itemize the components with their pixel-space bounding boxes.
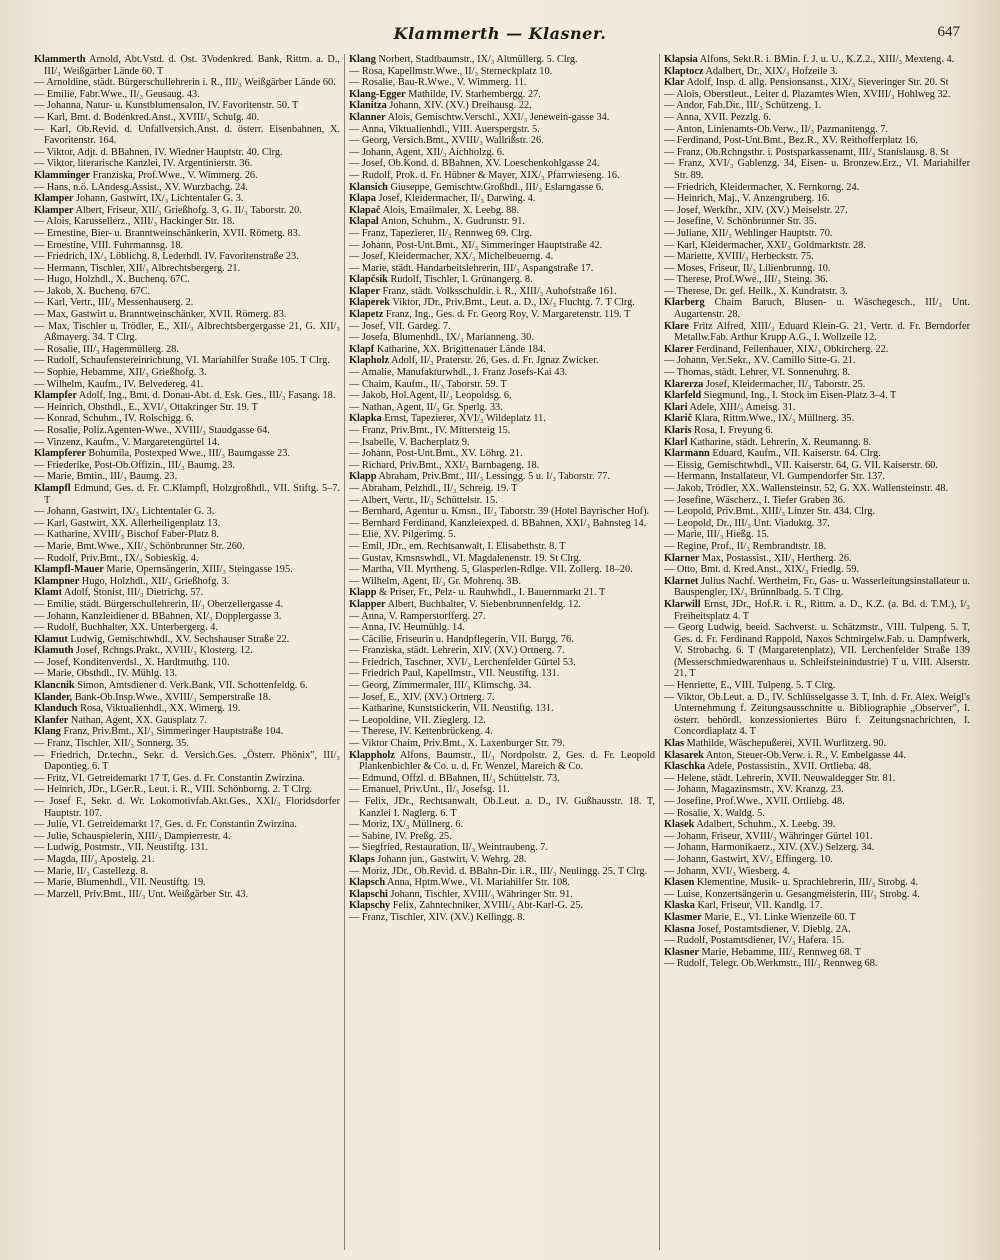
directory-entry: Klapčsik Rudolf, Tischler, I. Grünangerg. 8.	[349, 274, 533, 286]
directory-entry: — Edmund, Offzl. d. BBahnen, II/₃ Schüttelstr. 73.	[349, 772, 560, 784]
entry-surname: Klapper	[349, 598, 386, 610]
directory-entry: — Andor, Fab.Dir., III/₃ Schützeng. 1.	[664, 100, 822, 112]
directory-entry: Klapetz Franz, Ing., Ges. d. Fr. Georg Roy, V. Margaretenstr. 119. T	[349, 309, 631, 321]
directory-entry: — Marie, städt. Handarbeitslehrerin, III/₃ Aspangstraße 17.	[349, 262, 594, 274]
directory-entry: Klang-Egger Mathilde, IV. Starhembergg. 27.	[349, 88, 541, 100]
entry-surname: Klasarek	[664, 749, 704, 761]
directory-entry: — Johann, Kanzleidiener d. BBahnen, XI/₃ Dopplergasse 3.	[34, 610, 282, 622]
directory-entry: — Viktor, Adjt. d. BBahnen, IV. Wiedner Hauptstr. 40. Clrg.	[34, 146, 283, 158]
column-right	[660, 54, 974, 1250]
directory-entry: — Emil, JDr., em. Rechtsanwalt, I. Elisabethstr. 8. T	[349, 540, 566, 552]
directory-entry: Klaps Johann jun., Gastwirt, V. Wehrg. 28.	[349, 853, 527, 865]
directory-entry: Klamper Johann, Gastwirt, IX/₃ Lichtentaler G. 3.	[34, 193, 244, 205]
directory-entry: — Albert, Vertr., II/₃ Schüttelstr. 15.	[349, 494, 498, 506]
directory-entry: — Arnoldine, städt. Bürgerschullehrerin i. R., III/₃ Weißgärber Lände 60.	[34, 77, 336, 89]
entry-surname: Klamper	[34, 193, 74, 205]
directory-entry: — Therese, IV. Kettenbrückeng. 4.	[349, 726, 493, 738]
directory-entry: Klanfer Nathan, Agent, XX. Gausplatz 7.	[34, 714, 208, 726]
directory-entry: — Anna, IV. Heumühlg. 14.	[349, 622, 465, 634]
entry-surname: Klasmer	[664, 911, 702, 923]
directory-entry: — Magda, III/₃ Apostelg. 21.	[34, 853, 155, 865]
directory-entry: — Friedrich, IX/₃ Löblichg. 8, Lederhdl. IV. Favoritenstraße 23.	[34, 251, 299, 263]
directory-entry: Klaperek Viktor, JDr., Priv.Bmt., Leut. a. D., IX/₃ Fluchtg. 7. T Clrg.	[349, 297, 635, 309]
directory-entry: Klapač Alois, Emailmaler, X. Leebg. 88.	[349, 204, 520, 216]
directory-entry: — Isabelle, V. Bacherplatz 9.	[349, 436, 470, 448]
directory-entry: — Max, Gastwirt u. Branntweinschänker, XVII. Römerg. 83.	[34, 309, 287, 321]
directory-entry: — Johann, XVI/₃ Wiesberg. 4.	[664, 865, 791, 877]
directory-entry: — Katharine, XVIII/₃ Bischof Faber-Platz 8.	[34, 529, 219, 541]
entry-surname: Klang	[349, 54, 376, 65]
directory-entry: — Georg, Versich.Bmt., XVIII/₃ Wallrißstr. 26.	[349, 135, 544, 147]
directory-entry: Klamt Adolf, Stonist, III/₃ Dietrichg. 57.	[34, 587, 204, 599]
directory-entry: — Therese, Prof.Wwe., III/₃ Steing. 36.	[664, 274, 828, 286]
entry-surname: Klanitza	[349, 100, 387, 112]
directory-entry: — Josef F., Sekr. d. Wr. Lokomotivfab.Akt.Ges., XXI/₃ Floridsdorfer Hauptstr. 107.	[34, 796, 340, 819]
directory-entry: — Marie, Bmtin., III/₃ Baumg. 23.	[34, 471, 178, 483]
directory-entry: — Josefine, V. Schönbrunner Str. 35.	[664, 216, 817, 228]
entry-surname: Klanner	[349, 111, 386, 123]
directory-entry: Klampfl Edmund, Ges. d. Fr. C.Klampfl, Holzgroßhdl., VII. Stiftg. 5–7. T	[34, 482, 340, 506]
directory-entry: — Johann, Agent, XII/₃ Aichholzg. 6.	[349, 146, 505, 158]
directory-entry: — Rosa, Kapellmstr.Wwe., II/₃ Sterneckplatz 10.	[349, 65, 553, 77]
directory-entry: Klasarek Anton, Steuer-Ob.Verw. i. R., V. Embelgasse 44.	[664, 749, 906, 761]
entry-surname: Klarer	[664, 343, 694, 355]
directory-entry: Klanner Alois, Gemischtw.Verschl., XXI/₃ Jenewein-gasse 34.	[349, 111, 610, 123]
directory-entry: Klamminger Franziska, Prof.Wwe., V. Wimmerg. 26.	[34, 169, 258, 181]
entry-surname: Klapač	[349, 204, 381, 216]
directory-entry: — Viktor, Ob.Leut. a. D., IV. Schlüsselgasse 3. T, Inh. d. Fr. Alex. Weigl's Unternehmung f. Zeitungsausschnitte u. Bibliographie „Observer", I. österr. behördl. konzessioniertes Büro f. Zeitungsnachrichten, I. Concordiaplatz 4. T	[664, 691, 970, 738]
entry-surname: Klari	[664, 401, 688, 413]
directory-entry: Klang Norbert, Stadtbaumstr., IX/₃ Altmüllerg. 5. Clrg.	[349, 54, 578, 65]
directory-entry: — Marzell, Priv.Bmt., III/₃ Unt. Weißgärber Str. 43.	[34, 888, 249, 900]
directory-entry: — Alois, Karussellerz., XIII/₃ Hackinger Str. 18.	[34, 216, 235, 228]
directory-entry: Klare Fritz Alfred, XIII/₃ Eduard Klein-G. 21, Vertr. d. Fr. Berndorfer Metallw.Fab. Arthur Krupp A.G., I. Wollzeile 12.	[664, 320, 970, 344]
entry-surname: Klapčsik	[349, 274, 388, 286]
directory-entry: Klarwill Ernst, JDr., Hof.R. i. R., Rittm. a. D., K.Z. (a. Bd. d. T.M.), I/₃ Freiheitsplatz 4. T	[664, 598, 970, 622]
column-left	[30, 54, 345, 1250]
directory-entry: Klapka Ernst, Tapezierer, XVI/₃ Wildeplatz 11.	[349, 413, 546, 425]
directory-entry: Klamper Albert, Friseur, XII/₃ Grießhofg. 3, G. II/₃ Taborstr. 20.	[34, 204, 302, 216]
directory-entry: — Franz, Tapezierer, II/₃ Rennweg 69. Clrg.	[349, 227, 532, 239]
page-header	[0, 22, 1000, 48]
entry-surname: Klampferer	[34, 448, 86, 460]
directory-entry: Klarerza Josef, Kleidermacher, II/₃ Taborstr. 25.	[664, 378, 866, 390]
directory-entry: — Anna, XVII. Pezzlg. 6.	[664, 111, 771, 123]
directory-entry: Klar Adolf, Insp. d. allg. Pensionsanst., XIX/₃ Sieveringer Str. 20. St	[664, 77, 949, 89]
directory-entry: — Rudolf, Telegr. Ob.Werkmstr., III/₃ Rennweg 68.	[664, 958, 878, 970]
directory-entry: — Franz, Priv.Bmt., IV. Mittersteig 15.	[349, 425, 511, 436]
directory-entry: — Rudolf, Postamtsdiener, IV/₃ Hafera. 15.	[664, 935, 845, 947]
directory-entry: — Max, Tischler u. Trödler, E., XII/₃ Albrechtsbergergasse 21, G. XII/₃ Aßmayerg. 34. T Clrg.	[34, 320, 340, 344]
directory-entry: Klapp & Priser, Fr., Pelz- u. Rauhwhdl., I. Bauernmarkt 21. T	[349, 587, 606, 599]
directory-entry: — Richard, Priv.Bmt., XXI/₃ Barnbageng. 18.	[349, 459, 540, 471]
directory-entry: — Martha, VII. Myrtheng. 5, Glasperlen-Rdlge. VII. Zollerg. 18–20.	[349, 564, 633, 576]
directory-entry: — Emanuel, Priv.Unt., II/₃ Josefsg. 11.	[349, 784, 510, 796]
directory-entry: Klampner Hugo, Holzhdl., XII/₃ Grießhofg. 3.	[34, 575, 230, 587]
directory-entry: — Elie, XV. Pilgerimg. 5.	[349, 529, 456, 541]
entry-surname: Klas	[664, 738, 685, 750]
directory-entry: — Johann, Ver.Sekr., XV. Camillo Sitte-G. 21.	[664, 355, 856, 367]
directory-entry: — Georg, Zimmermaler, III/₃ Klimschg. 34.	[349, 680, 532, 692]
directory-entry: — Josef, VII. Gardeg. 7.	[349, 320, 451, 332]
directory-entry: Klapa Josef, Kleidermacher, II/₃ Darwing. 4.	[349, 193, 536, 205]
entry-surname: Klang	[34, 726, 61, 738]
directory-entry: — Karl, Vertr., III/₃ Messenhauserg. 2.	[34, 297, 194, 309]
directory-entry: — Sabine, IV. Preßg. 25.	[349, 830, 452, 842]
directory-entry: Klapal Anton, Schuhm., X. Gudrunstr. 91.	[349, 216, 525, 228]
directory-entry: — Heinrich, JDr., LGer.R., Leut. i. R., VIII. Schönborng. 2. T Clrg.	[34, 784, 313, 796]
column-middle	[345, 54, 660, 1250]
directory-entry: — Juliane, XII/₃ Wehlinger Hauptstr. 70.	[664, 227, 833, 239]
directory-entry: — Josef, Ob.Kond. d. BBahnen, XV. Loeschenkohlgasse 24.	[349, 158, 600, 170]
directory-entry: Klapper Albert, Buchhalter, V. Siebenbrunnenfeldg. 12.	[349, 598, 582, 610]
directory-entry: — Rosalie, III/₃ Hagenmüllerg. 28.	[34, 343, 179, 355]
directory-entry: — Rudolf, Buchhalter, XX. Unterbergerg. 4.	[34, 622, 218, 634]
entry-surname: Klasen	[664, 877, 695, 889]
entry-surname: Klarič	[664, 413, 693, 425]
directory-entry: — Karl, Ob.Revid. d. Unfallversich.Anst. d. österr. Eisenbahnen, X. Favoritenstr. 164.	[34, 123, 340, 147]
directory-entry: — Julie, Schauspielerin, XIII/₃ Dampierrestr. 4.	[34, 830, 231, 842]
directory-entry: — Marie, Blumenhdl., VII. Neustiftg. 19.	[34, 877, 206, 889]
directory-entry: — Ferdinand, Post-Unt.Bmt., Bez.R., XV. Reithofferplatz 16.	[664, 135, 918, 147]
directory-entry: Klancnik Simon, Amtsdiener d. Verk.Bank, VII. Schottenfeldg. 6.	[34, 680, 308, 692]
directory-entry: — Julie, VI. Getreidemarkt 17, Ges. d. Fr. Constantin Zwirzina.	[34, 819, 297, 831]
entry-surname: Klapschy	[349, 900, 391, 912]
directory-entry: — Konrad, Schuhm., IV. Rolschigg. 6.	[34, 413, 194, 425]
directory-entry: — Johann, Friseur, XVIII/₃ Währinger Gürtel 101.	[664, 830, 873, 842]
entry-surname: Klamt	[34, 587, 63, 599]
directory-entry: Klapholz Adolf, II/₃ Praterstr. 26, Ges. d. Fr. Jgnaz Zwicker.	[349, 355, 599, 367]
directory-entry: Klarnet Julius Nachf. Wertheim, Fr., Gas- u. Wasserleitungsinstallateur u. Bauspengler, IX/₃ Brünnlbadg. 5. T Clrg.	[664, 575, 970, 599]
entry-surname: Klapp	[349, 471, 377, 483]
directory-entry: — Franz, Ob.Rchngsthr. i. Postsparkassenamt, III/₃ Stanislausg. 8. St	[664, 146, 949, 158]
directory-entry: — Rosalie, Poliz.Agenten-Wwe., XVIII/₃ Staudgasse 64.	[34, 425, 270, 436]
directory-entry: — Eissig, Gemischtwhdl., VII. Kaiserstr. 64, G. VII. Kaiserstr. 60.	[664, 459, 938, 471]
directory-entry: Klaris Rosa, I. Freyung 6.	[664, 425, 773, 436]
directory-entry: — Nathan, Agent, II/₃ Gr. Sperlg. 33.	[349, 401, 503, 413]
entry-surname: Klarfeld	[664, 390, 702, 402]
directory-entry: — Leopold, Dr., III/₃ Unt. Viaduktg. 37.	[664, 517, 830, 529]
directory-entry: — Anna, V. Ramperstorfferg. 27.	[349, 610, 486, 622]
directory-entry: — Johann, Post-Unt.Bmt., XI/₃ Simmeringer Hauptstraße 42.	[349, 239, 603, 251]
entry-surname: Klasek	[664, 819, 695, 831]
entry-surname: Klander,	[34, 691, 73, 703]
directory-entry: — Hugo, Holzhdl., X. Buchenq. 67C.	[34, 274, 190, 286]
directory-entry: Klapschi Johann, Tischler, XVIII/₃ Währinger Str. 91.	[349, 888, 573, 900]
entry-surname: Klasna	[664, 923, 695, 935]
directory-entry: — Wilhelm, Agent, II/₃ Gr. Mohrenq. 3B.	[349, 575, 522, 587]
directory-entry: — Franziska, städt. Lehrerin, XIV. (XV.) Ortnerg. 7.	[349, 645, 565, 657]
directory-entry: Klasner Marie, Hebamme, III/₃ Rennweg 68. T	[664, 946, 862, 958]
entry-surname: Klancnik	[34, 680, 75, 692]
directory-entry: — Heinrich, Maj., V. Anzengruberg. 16.	[664, 193, 830, 205]
directory-entry: — Friedrich, Kleidermacher, X. Fernkorng. 24.	[664, 181, 860, 193]
directory-entry: — Josefine, Wäscherz., I. Tiefer Graben 36.	[664, 494, 846, 506]
directory-entry: Klapp Abraham, Priv.Bmt., III/₃ Lessingg. 5 u. I/₃ Taborstr. 77.	[349, 471, 611, 483]
directory-entry: — Karl, Bmt. d. Bodenkred.Anst., XVIII/₃ Schulg. 40.	[34, 111, 260, 123]
directory-entry: Klander, Bank-Ob.Insp.Wwe., XVIII/₃ Semperstraße 18.	[34, 691, 271, 703]
directory-entry: — Rudolf, Priv.Bmt., IX/₃ Sobieskig. 4.	[34, 552, 199, 564]
directory-entry: — Josef, Konditenverdsl., X. Hardtmuthg. 110.	[34, 656, 230, 668]
directory-entry: — Rudolf, Prok. d. Fr. Hübner & Mayer, XIX/₃ Pfarrwieseng. 16.	[349, 169, 620, 181]
directory-entry: — Hermann, Tischler, XII/₃ Albrechtsbergerg. 21.	[34, 262, 241, 274]
directory-entry: — Friedrich Paul, Kapellmstr., VII. Neustiftg. 131.	[349, 668, 560, 680]
entry-surname: Klaptocz	[664, 65, 704, 77]
entry-surname: Klapp	[349, 587, 377, 599]
directory-entry: — Bernhard Ferdinand, Kanzleiexped. d. BBahnen, XXI/₃ Bahnsteg 14.	[349, 517, 647, 529]
directory-entry: — Karl, Gastwirt, XX. Allerheiligenplatz 13.	[34, 517, 221, 529]
directory-entry: Klarner Max, Postassist., XII/₃ Hertherg. 26.	[664, 552, 852, 564]
directory-entry: Klasen Klementine, Musik- u. Sprachlehrerin, III/₃ Strobg. 4.	[664, 877, 919, 889]
directory-entry: — Felix, JDr., Rechtsanwalt, Ob.Leut. a. D., IV. Gußhausstr. 18. T, Kanzlei I. Naglerg. 6. T	[349, 796, 655, 819]
directory-entry: — Jakob, Trödler, XX. Wallensteinstr. 52, G. XX. Wallensteinstr. 48.	[664, 482, 949, 494]
directory-entry: Klaska Karl, Friseur, VII. Kandlg. 17.	[664, 900, 823, 912]
entry-surname: Klaper	[349, 285, 380, 297]
entry-surname: Klarnet	[664, 575, 699, 587]
directory-entry: — Chaim, Kaufm., II/₃ Taborstr. 59. T	[349, 378, 507, 390]
directory-entry: — Cäcilie, Friseurin u. Handpflegerin, VII. Burgg. 76.	[349, 633, 574, 645]
directory-entry: Klanduch Rosa, Viktualienhdl., XX. Wimerg. 19.	[34, 703, 241, 715]
directory-entry: — Amalie, Manufakturwhdl., I. Franz Josefs-Kai 43.	[349, 367, 568, 379]
directory-entry: — Abraham, Pelzhdl., II/₃ Schreig. 19. T	[349, 482, 518, 494]
directory-entry: Klampfer Adolf, Ing., Bmt. d. Donau-Abt. d. Esk. Ges., III/₃ Fasang. 18.	[34, 390, 336, 402]
directory-entry: — Jakob, X. Buchenq. 67C.	[34, 285, 151, 297]
directory-entry: — Ernestine, Bier- u. Branntweinschänkerin, XVII. Römerg. 83.	[34, 227, 301, 239]
directory-entry: — Josef, Kleidermacher, XX/₃ Michelbeuerng. 4.	[349, 251, 554, 263]
directory-entry: — Viktor Chaim, Priv.Bmt., X. Laxenburger Str. 79.	[349, 738, 565, 750]
directory-entry: — Johann, Post-Unt.Bmt., XV. Löhrg. 21.	[349, 448, 523, 460]
entry-surname: Klapf	[349, 343, 375, 355]
directory-entry: — Gustav, Kmsnswhdl., VI. Magdalenenstr. 19. St Clrg.	[349, 552, 582, 564]
entry-surname: Klampfl-Mauer	[34, 564, 104, 576]
entry-surname: Klampfer	[34, 390, 77, 402]
directory-entry: — Franz, XVI/₃ Gablenzg. 34, Eisen- u. Bronzew.Erz., VI. Mariahilfer Str. 89.	[664, 158, 970, 181]
entry-surname: Klapa	[349, 193, 376, 205]
directory-entry: — Thomas, städt. Lehrer, VI. Sonnenuhrg. 8.	[664, 367, 851, 379]
directory-entry: — Hans, n.ö. LAndesg.Assist., XV. Wurzbachg. 24.	[34, 181, 248, 193]
directory-entry: Klampferer Bohumila, Postexped Wwe., III/₃ Baumgasse 23.	[34, 448, 291, 460]
entry-surname: Klamut	[34, 633, 68, 645]
directory-entry: — Ludwig, Postmstr., VII. Neustiftg. 131.	[34, 842, 209, 854]
directory-entry: — Johann, Gastwirt, IX/₃ Lichtentaler G. 3.	[34, 506, 215, 518]
directory-entry: — Friedrich, Dr.techn., Sekr. d. Versich.Ges. „Österr. Phönix", III/₃ Dapontieg. 6. T	[34, 749, 340, 773]
directory-entry: — Josef, Werkfhr., XIV. (XV.) Meiselstr. 27.	[664, 204, 848, 216]
directory-entry: — Otto, Bmt. d. Kred.Anst., XIX/₃ Friedlg. 59.	[664, 564, 859, 576]
directory-entry: — Franz, Tischler, XII/₃ Sonnerg. 35.	[34, 738, 189, 750]
entry-surname: Klanfer	[34, 714, 69, 726]
page-number: 647	[937, 24, 960, 40]
entry-surname: Klapsch	[349, 877, 386, 889]
entry-surname: Klaperek	[349, 297, 390, 309]
directory-entry: — Ernestine, VIII. Fuhrmannsg. 18.	[34, 239, 184, 251]
directory-entry: — Hermann, Installateur, VI. Gumpendorfer Str. 137.	[664, 471, 886, 483]
entry-surname: Klapsia	[664, 54, 698, 65]
directory-entry: Klasek Adalbert, Schuhm., X. Leebg. 39.	[664, 819, 836, 831]
directory-entry: — Henriette, E., VIII. Tulpeng. 5. T Clrg.	[664, 680, 836, 692]
directory-entry: Klarl Katharine, städt. Lehrerin, X. Reumanng. 8.	[664, 436, 872, 448]
entry-surname: Klapal	[349, 216, 379, 228]
directory-entry: — Georg Ludwig, beeid. Sachverst. u. Schätzmstr., VIII. Tulpeng. 5. T, Ges. d. Fr. Ferdinand Rappold, Naxos Schmirgelw.Fab. u. Dampfwerk, V. Strobachg. 6. T (Margaretenplatz), VII. Lerchenfelder Straße 139 (Messerschmiedwarenhaus u. Schleifsteinindustrie) T u. VIII. Alserstr. 21. T	[664, 622, 970, 680]
directory-entry: — Rosalie, Bau-R.Wwe., V. Wimmerg. 11.	[349, 77, 527, 89]
entry-surname: Klapka	[349, 413, 382, 425]
directory-entry: — Leopoldine, VII. Zieglerg. 12.	[349, 714, 486, 726]
entry-surname: Klamper	[34, 204, 74, 216]
directory-entry: — Moriz, IX/₃ Müllnerg. 6.	[349, 819, 464, 831]
entry-surname: Klarberg	[664, 297, 705, 309]
directory-entry: — Rudolf, Schaufenstereinrichtung, VI. Mariahilfer Straße 105. T Clrg.	[34, 355, 330, 367]
directory-entry: — Emilie, Fabr.Wwe., II/₃ Geusaug. 43.	[34, 88, 200, 100]
directory-entry: — Rosalie, X. Waldg. 5.	[664, 807, 765, 819]
directory-entry: — Marie, Bmt.Wwe., XII/₃ Schönbrunner Str. 260.	[34, 540, 245, 552]
entry-surname: Klar	[664, 77, 685, 89]
directory-entry: — Fritz, VI. Getreidemarkt 17 T, Ges. d. Fr. Constantin Zwirzina.	[34, 772, 305, 784]
directory-entry: — Moriz, JDr., Ob.Revid. d. BBahn-Dir. i.R., III/₃ Neulingg. 25. T Clrg.	[349, 865, 648, 877]
directory-entry: — Marie, III/₃ Hießg. 15.	[664, 529, 770, 541]
directory-entry: — Johann, Magazinsmstr., XV. Kranzg. 23.	[664, 784, 844, 796]
directory-entry: — Luise, Konzertsängerin u. Gesangmeisterin, III/₃ Strobg. 4.	[664, 888, 920, 900]
entry-surname: Klampner	[34, 575, 80, 587]
directory-entry: Klapf Katharine, XX. Brigittenauer Lände 184.	[349, 343, 546, 355]
directory-entry: Klappholz Alfons, Baumstr., II/₃ Nordpolstr. 2, Ges. d. Fr. Leopold Plankenbichler & Co. u. d. Fr. Wenzel, Mareich & Co.	[349, 749, 655, 773]
directory-entry: Klaper Franz, städt. Volksschuldir. i. R., XIII/₃ Auhofstraße 161.	[349, 285, 617, 297]
directory-entry: — Alois, Oberstleut., Leiter d. Plazamtes Wien, XVIII/₃ Hohlweg 32.	[664, 88, 951, 100]
entry-surname: Klasner	[664, 946, 699, 958]
entry-surname: Klarerza	[664, 378, 704, 390]
directory-entry: Klapsia Alfons, Sekt.R. i. BMin. f. J. u. U., K.Z.2., XIII/₃ Mexteng. 4.	[664, 54, 955, 65]
entry-surname: Klapholz	[349, 355, 390, 367]
directory-entry: Klang Franz, Priv.Bmt., XI/₃ Simmeringer Hauptstraße 104.	[34, 726, 284, 738]
entry-surname: Klarner	[664, 552, 700, 564]
directory-entry: — Friedrich, Taschner, XVI/₃ Lerchenfelder Gürtel 53.	[349, 656, 576, 668]
directory-entry: Klamut Ludwig, Gemischtwhdl., XV. Sechshauser Straße 22.	[34, 633, 290, 645]
directory-entry: — Franz, Tischler, XIV. (XV.) Kellingg. 8.	[349, 911, 525, 923]
directory-entry: — Sophie, Hebamme, XII/₃ Grießhofg. 3.	[34, 367, 207, 379]
directory-entry: — Jakob, Hol.Agent, II/₃ Leopoldsg. 6.	[349, 390, 512, 402]
directory-entry: — Therese, Dr. gef. Heilk., X. Kundratstr. 3.	[664, 285, 848, 297]
directory-entry: — Karl, Kleidermacher, XXI/₃ Goldmarktstr. 28.	[664, 239, 866, 251]
entry-surname: Klapetz	[349, 309, 384, 321]
directory-entry: Klarmann Eduard, Kaufm., VII. Kaiserstr. 64. Clrg.	[664, 448, 881, 460]
entry-surname: Klaska	[664, 900, 695, 912]
entry-surname: Klanduch	[34, 703, 78, 715]
directory-entry: — Johanna, Natur- u. Kunstblumensalon, IV. Favoritenstr. 50. T	[34, 100, 299, 112]
entry-surname: Klarl	[664, 436, 688, 448]
directory-entry: Klaschka Adele, Postassistin., XVII. Ortlieba. 48.	[664, 761, 872, 773]
directory-entry: — Anton, Linienamts-Ob.Verw., II/₃ Pazmanitengg. 7.	[664, 123, 888, 135]
directory-entry: — Helene, städt. Lehrerin, XVII. Neuwaldegger Str. 81.	[664, 772, 896, 784]
directory-entry: Klarič Klara, Rittm.Wwe., IX/₃ Müllnerg. 35.	[664, 413, 855, 425]
running-head: Klammerth — Klasner.	[393, 24, 607, 43]
directory-entry: — Anna, Viktualienhdl., VIII. Auerspergstr. 5.	[349, 123, 540, 135]
directory-entry: Klapsch Anna, Hptm.Wwe., VI. Mariahilfer Str. 108.	[349, 877, 570, 889]
entry-surname: Klaris	[664, 425, 692, 436]
entry-surname: Klang-Egger	[349, 88, 406, 100]
directory-entry: — Wilhelm, Kaufm., IV. Belvedereg. 41.	[34, 378, 204, 390]
directory-entry: Klari Adele, XIII/₃ Ameisg. 31.	[664, 401, 796, 413]
directory-entry: Klasna Josef, Postamtsdiener, V. Dieblg. 2A.	[664, 923, 851, 935]
entry-surname: Klaschka	[664, 761, 706, 773]
directory-entry: Klampfl-Mauer Marie, Opernsängerin, XIII/₃ Steingasse 195.	[34, 564, 293, 576]
directory-entry: — Vinzenz, Kaufm., V. Margaretengürtel 14.	[34, 436, 220, 448]
entry-surname: Klansich	[349, 181, 388, 193]
directory-entry: Klas Mathilde, Wäschepußerei, XVII. Wurlitzerg. 90.	[664, 738, 887, 750]
directory-entry: — Johann, Harmonikaerz., XIV. (XV.) Selzerg. 34.	[664, 842, 875, 854]
directory-entry: — Siegfried, Restauration, II/₃ Weintraubeng. 7.	[349, 842, 549, 854]
directory-entry: Klansich Giuseppe, Gemischtw.Großhdl., III/₃ Eslarngasse 6.	[349, 181, 604, 193]
entry-surname: Klapschi	[349, 888, 388, 900]
entry-surname: Klammerth	[34, 54, 86, 65]
directory-entry: — Regine, Prof., II/₃ Rembrandtstr. 18.	[664, 540, 827, 552]
directory-entry: Klarberg Chaim Baruch, Blusen- u. Wäschegesch., III/₃ Unt. Augartenstr. 28.	[664, 297, 970, 321]
directory-entry: — Moses, Friseur, II/₃ Lilienbrunng. 10.	[664, 262, 831, 274]
directory-entry: — Heinrich, Obsthdl., E., XVI/₃ Ottakringer Str. 19. T	[34, 401, 258, 413]
directory-entry: — Marie, Obsthdl., IV. Mühlg. 13.	[34, 668, 178, 680]
directory-entry: — Bernhard, Agentur u. Kmsn., II/₃ Taborstr. 39 (Hotel Bayrischer Hof).	[349, 506, 650, 518]
directory-entry: — Leopold, Priv.Bmt., XIII/₃ Linzer Str. 434. Clrg.	[664, 506, 875, 518]
directory-entry: Klanitza Johann, XIV. (XV.) Dreihausg. 22.	[349, 100, 532, 112]
directory-entry: — Katharine, Kunststickerin, VII. Neustiftg. 131.	[349, 703, 554, 715]
entry-surname: Klarmann	[664, 448, 710, 460]
directory-entry: Klammerth Arnold, Abt.Vstd. d. Öst. 3Vodenkred. Bank, Rittm. a. D., III/₃ Weißgärber Lände 60. T	[34, 54, 340, 77]
directory-entry: Klapschy Felix, Zahntechniker, XVIII/₃ Abt-Karl-G. 25.	[349, 900, 583, 912]
directory-entry: Klamuth Josef, Rchngs.Prakt., XVIII/₃ Klosterg. 12.	[34, 645, 253, 657]
directory-entry: — Emilie, städt. Bürgerschullehrerin, II/₃ Oberzellergasse 4.	[34, 598, 284, 610]
directory-entry: Klarfeld Siegmund, Ing., I. Stock im Eisen-Platz 3–4. T	[664, 390, 897, 402]
directory-entry: — Marie, II/₃ Castellezg. 8.	[34, 865, 149, 877]
directory-entry: Klaptocz Adalbert, Dr., XIX/₃ Hofzeile 3.	[664, 65, 838, 77]
directory-entry: — Mariette, XVIII/₃ Herbeckstr. 75.	[664, 251, 814, 263]
columns	[30, 54, 974, 1250]
directory-entry: — Josefine, Prof.Wwe., XVII. Ortliebg. 48.	[664, 796, 845, 807]
entry-surname: Klaps	[349, 853, 375, 865]
directory-entry: — Josef, E., XIV. (XV.) Ortnerg. 7.	[349, 691, 495, 703]
entry-surname: Klamuth	[34, 645, 74, 657]
entry-surname: Klarwill	[664, 598, 701, 610]
directory-entry: — Viktor, literarische Kanzlei, IV. Argentinierstr. 36.	[34, 158, 253, 170]
directory-entry: Klasmer Marie, E., VI. Linke Wienzeile 60. T	[664, 911, 856, 923]
directory-entry: Klarer Ferdinand, Feilenhauer, XIX/₃ Obkircherg. 22.	[664, 343, 889, 355]
directory-entry: — Johann, Gastwirt, XV/₃ Effingerg. 10.	[664, 853, 833, 865]
directory-entry: — Friederike, Post-Ob.Offizin., III/₃ Baumg. 23.	[34, 459, 236, 471]
entry-surname: Klare	[664, 320, 689, 332]
entry-surname: Klampfl	[34, 482, 71, 494]
entry-surname: Klamminger	[34, 169, 91, 181]
entry-surname: Klappholz	[349, 749, 395, 761]
directory-entry: — Josefa, Blumenhdl., IX/₃ Marianneng. 30.	[349, 332, 534, 344]
